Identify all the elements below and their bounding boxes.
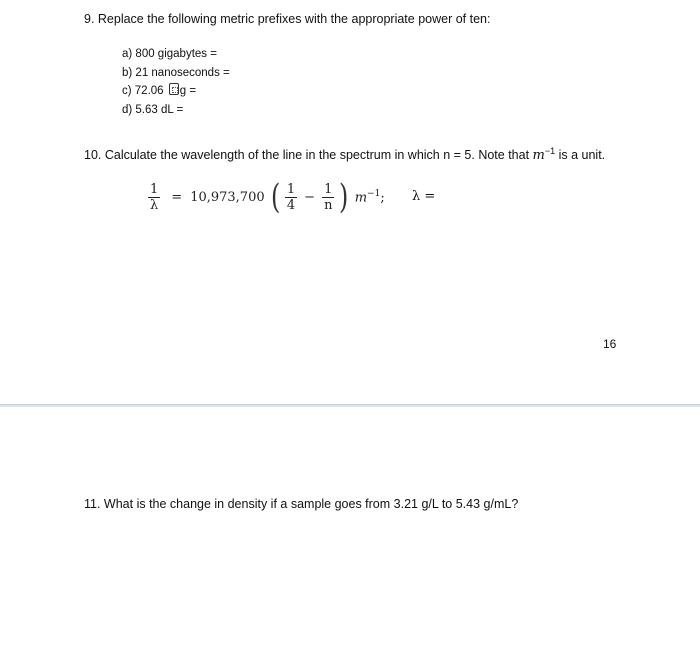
item-c: c) 72.06 g =	[122, 85, 197, 97]
question-9-heading: 9. Replace the following metric prefixes with the appropriate power of ten:	[84, 12, 491, 26]
lambda-answer-blank: λ =	[412, 189, 436, 204]
fraction-1-over-4: $\frac{1}{4}$	[286, 181, 296, 213]
item-a: a) 800 gigabytes =	[122, 48, 217, 60]
question-10-heading: 10. Calculate the wavelength of the line in the spectrum in which n = 5. Note that $m^{-1}$ is a unit.	[84, 146, 606, 164]
rydberg-constant: 10,973,700	[190, 189, 265, 205]
item-d: d) 5.63 dL =	[122, 103, 184, 116]
fraction-1-over-n: $\frac{1}{n}$	[324, 181, 333, 213]
right-paren: )	[339, 177, 349, 217]
formula-unit: $m^{-1}$;	[354, 188, 385, 206]
question-11-heading: 11. What is the change in density if a sample goes from 3.21 g/L to 5.43 g/mL?	[84, 497, 519, 511]
lhs-fraction: $\frac{1}{\lambda}$	[150, 181, 159, 213]
page-bottom	[0, 407, 700, 659]
question-9-items	[122, 45, 230, 119]
left-paren: (	[270, 177, 280, 217]
page-number: 16	[603, 337, 617, 351]
item-b: b) 21 nanoseconds =	[122, 66, 230, 79]
missing-glyph-icon	[169, 83, 179, 95]
rydberg-formula: $\frac{1}{\lambda}$ = 10,973,700 ( $\frac{1}{4}$ − $\frac{1}{n}$ ) $m^{-1}$;	[150, 177, 385, 217]
